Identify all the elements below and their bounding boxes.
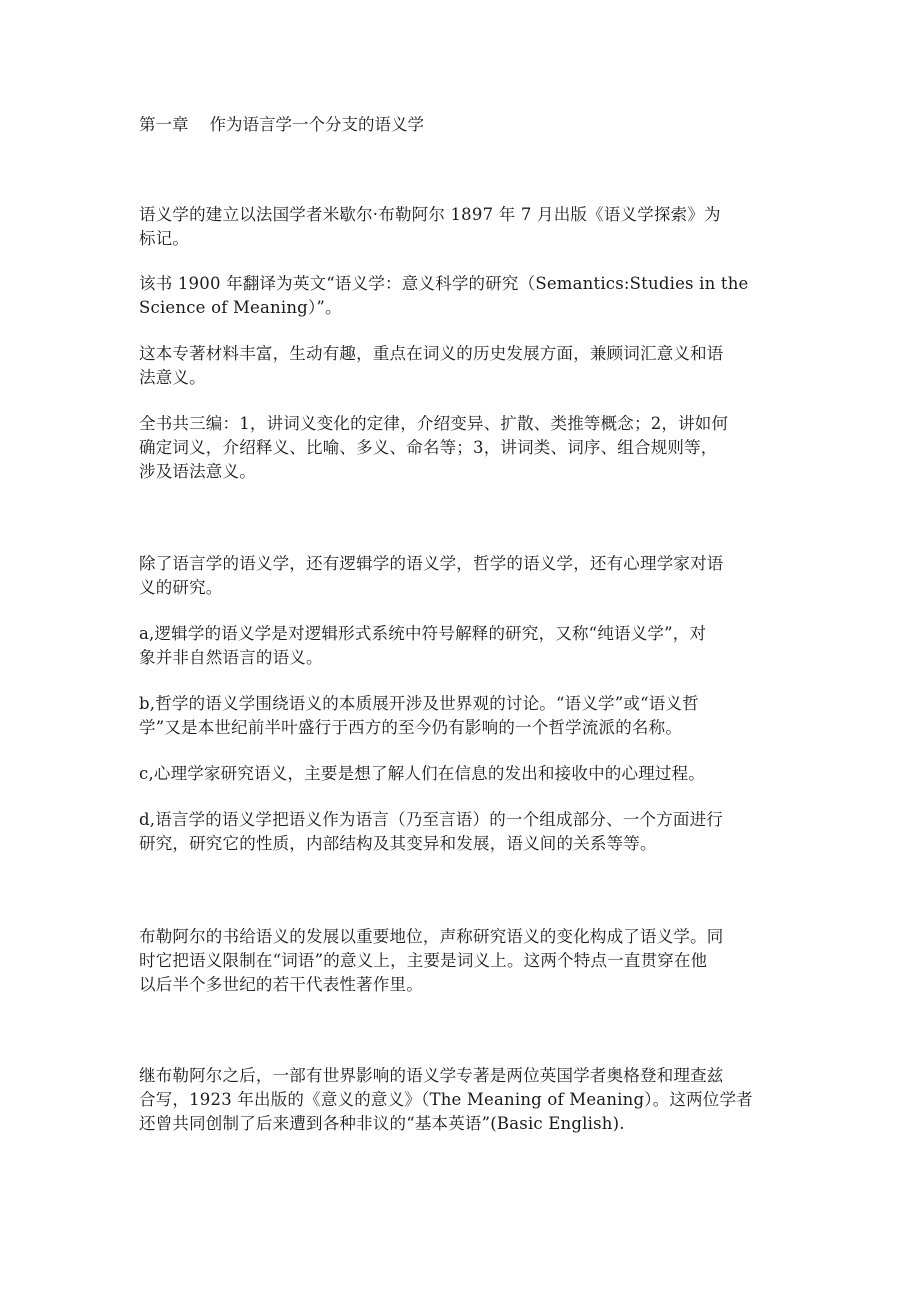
text-line: 全书共三编：1，讲词义变化的定律，介绍变异、扩散、类推等概念；2，讲如何 (139, 414, 729, 433)
paragraph (139, 692, 799, 740)
text-line: c,心理学家研究语义，主要是想了解人们在信息的发出和接收中的心理过程。 (139, 764, 705, 783)
text-line: 合写，1923 年出版的《意义的意义》（The Meaning of Meaning）。这两位学者 (139, 1090, 753, 1109)
paragraph (139, 808, 799, 856)
text-line: 学”又是本世纪前半叶盛行于西方的至今仍有影响的一个哲学流派的名称。 (139, 718, 683, 737)
text-line: 涉及语法意义。 (139, 462, 256, 481)
paragraph (139, 203, 799, 251)
text-line: 义的研究。 (139, 578, 223, 597)
text-line: 研究，研究它的性质，内部结构及其变异和发展，语义间的关系等等。 (139, 834, 657, 853)
text-line: 法意义。 (139, 368, 206, 387)
text-line: d,语言学的语义学把语义作为语言（乃至言语）的一个组成部分、一个方面进行 (139, 810, 724, 829)
text-line: 布勒阿尔的书给语义的发展以重要地位，声称研究语义的变化构成了语义学。同 (139, 927, 724, 946)
text-line: 语义学的建立以法国学者米歇尔·布勒阿尔 1897 年 7 月出版《语义学探索》为 (139, 205, 721, 224)
paragraph (139, 552, 799, 600)
paragraph (139, 622, 799, 670)
paragraph (139, 272, 799, 320)
chapter-title: 第一章 作为语言学一个分支的语义学 (139, 115, 424, 134)
paragraph (139, 762, 799, 786)
paragraph (139, 412, 799, 484)
text-line: b,哲学的语义学围绕语义的本质展开涉及世界观的讨论。“语义学”或“语义哲 (139, 694, 699, 713)
paragraph (139, 1064, 799, 1136)
paragraph (139, 925, 799, 997)
text-line: Science of Meaning）”。 (139, 298, 342, 317)
text-line: 该书 1900 年翻译为英文“语义学：意义科学的研究（Semantics:Studies in the (139, 274, 749, 293)
text-line: 还曾共同创制了后来遭到各种非议的“基本英语”(Basic English). (139, 1114, 625, 1133)
text-line: 象并非自然语言的语义。 (139, 648, 323, 667)
text-line: 继布勒阿尔之后，一部有世界影响的语义学专著是两位英国学者奥格登和理查兹 (139, 1066, 724, 1085)
text-line: a,逻辑学的语义学是对逻辑形式系统中符号解释的研究，又称“纯语义学”，对 (139, 624, 707, 643)
paragraph (139, 342, 799, 390)
text-line: 这本专著材料丰富，生动有趣，重点在词义的历史发展方面，兼顾词汇意义和语 (139, 344, 724, 363)
text-line: 标记。 (139, 229, 190, 248)
text-line: 除了语言学的语义学，还有逻辑学的语义学，哲学的语义学，还有心理学家对语 (139, 554, 724, 573)
text-line: 时它把语义限制在“词语”的意义上，主要是词义上。这两个特点一直贯穿在他 (139, 951, 708, 970)
text-line: 以后半个多世纪的若干代表性著作里。 (139, 975, 423, 994)
text-line: 确定词义，介绍释义、比喻、多义、命名等；3，讲词类、词序、组合规则等， (139, 438, 718, 457)
